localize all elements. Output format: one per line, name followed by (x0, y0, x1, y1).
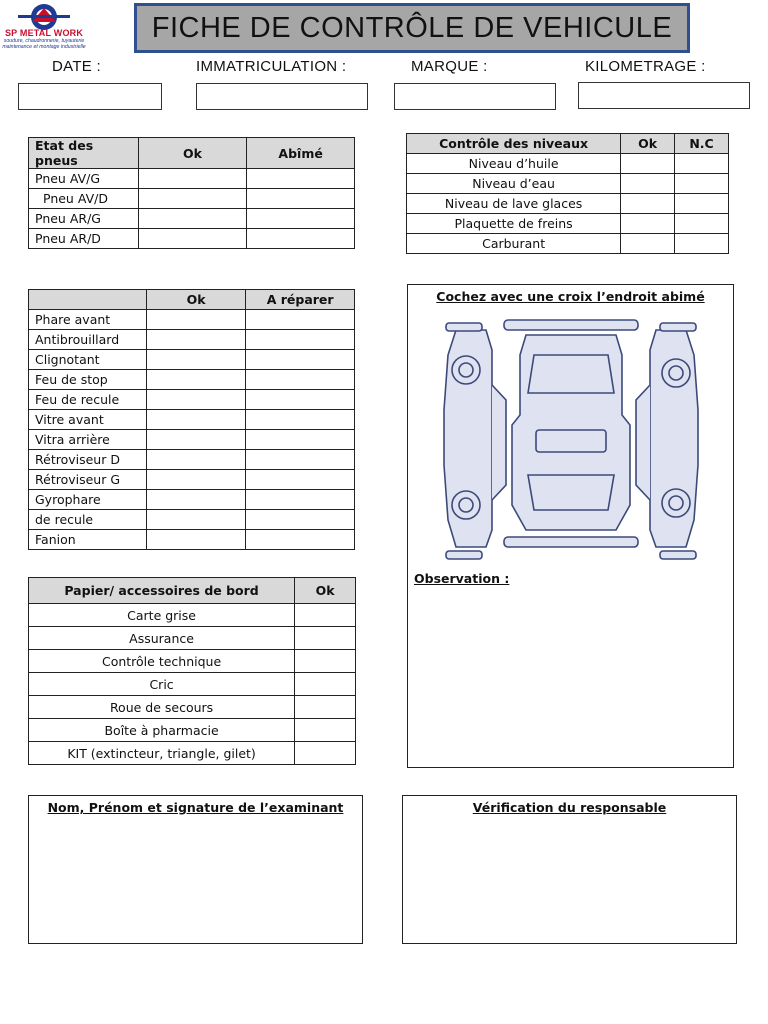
pneus-ok-cell[interactable] (138, 169, 247, 189)
observation-area[interactable] (414, 591, 726, 761)
eclairage-table (28, 289, 355, 550)
niveaux-header-label: Contrôle des niveaux (407, 134, 621, 154)
eclairage-ok-cell[interactable] (146, 450, 245, 470)
car-damage-diagram[interactable] (426, 315, 716, 565)
eclairage-row-label: Phare avant (29, 310, 147, 330)
eclairage-reparer-cell[interactable] (246, 370, 355, 390)
pneus-row-label: Pneu AV/G (29, 169, 139, 189)
niveaux-nc-cell[interactable] (675, 214, 729, 234)
papiers-ok-cell[interactable] (295, 742, 356, 765)
eclairage-ok-cell[interactable] (146, 490, 245, 510)
examinant-signature-box[interactable] (28, 795, 363, 944)
niveaux-nc-cell[interactable] (675, 194, 729, 214)
pneus-row-label: Pneu AR/G (29, 209, 139, 229)
papiers-row-label: Contrôle technique (29, 650, 295, 673)
eclairage-row-label: Clignotant (29, 350, 147, 370)
pneus-abime-cell[interactable] (247, 209, 355, 229)
logo-tagline: soudure, chaudronnerie, tuyauterie maintenance et montage industrielle (2, 38, 86, 50)
niveaux-row-label: Plaquette de freins (407, 214, 621, 234)
eclairage-reparer-cell[interactable] (246, 350, 355, 370)
eclairage-header-label (29, 290, 147, 310)
niveaux-ok-cell[interactable] (621, 214, 675, 234)
niveaux-nc-cell[interactable] (675, 174, 729, 194)
observation-label: Observation : (414, 571, 510, 586)
date-label: DATE : (52, 58, 102, 75)
immatriculation-label: IMMATRICULATION : (196, 58, 347, 75)
papiers-row-label: Roue de secours (29, 696, 295, 719)
niveaux-nc-cell[interactable] (675, 234, 729, 254)
papiers-ok-cell[interactable] (295, 650, 356, 673)
eclairage-ok-cell[interactable] (146, 530, 245, 550)
eclairage-row-label: Fanion (29, 530, 147, 550)
eclairage-row-label: Feu de stop (29, 370, 147, 390)
eclairage-reparer-cell[interactable] (246, 330, 355, 350)
marque-label: MARQUE : (411, 58, 488, 75)
niveaux-row-label: Carburant (407, 234, 621, 254)
papiers-row-label: KIT (extincteur, triangle, gilet) (29, 742, 295, 765)
eclairage-ok-cell[interactable] (146, 510, 245, 530)
eclairage-row-label: Antibrouillard (29, 330, 147, 350)
eclairage-ok-cell[interactable] (146, 470, 245, 490)
niveaux-header-nc: N.C (675, 134, 729, 154)
niveaux-nc-cell[interactable] (675, 154, 729, 174)
pneus-abime-cell[interactable] (247, 229, 355, 249)
kilometrage-field[interactable] (578, 82, 750, 109)
eclairage-row-label: Rétroviseur G (29, 470, 147, 490)
pneus-abime-cell[interactable] (247, 169, 355, 189)
eclairage-reparer-cell[interactable] (246, 470, 355, 490)
pneus-ok-cell[interactable] (138, 229, 247, 249)
eclairage-ok-cell[interactable] (146, 370, 245, 390)
niveaux-ok-cell[interactable] (621, 234, 675, 254)
eclairage-ok-cell[interactable] (146, 390, 245, 410)
papiers-ok-cell[interactable] (295, 673, 356, 696)
niveaux-table (406, 133, 729, 254)
pneus-table (28, 137, 355, 249)
pneus-header-abime: Abîmé (247, 138, 355, 169)
eclairage-reparer-cell[interactable] (246, 390, 355, 410)
papiers-table (28, 577, 356, 765)
niveaux-row-label: Niveau de lave glaces (407, 194, 621, 214)
immatriculation-field[interactable] (196, 83, 368, 110)
responsable-verification-title: Vérification du responsable (472, 800, 667, 815)
eclairage-ok-cell[interactable] (146, 350, 245, 370)
niveaux-row-label: Niveau d’huile (407, 154, 621, 174)
examinant-signature-title: Nom, Prénom et signature de l’examinant (47, 800, 344, 815)
pneus-ok-cell[interactable] (138, 189, 247, 209)
kilometrage-label: KILOMETRAGE : (585, 58, 706, 75)
papiers-row-label: Cric (29, 673, 295, 696)
eclairage-row-label: Rétroviseur D (29, 450, 147, 470)
page-title: FICHE DE CONTRÔLE DE VEHICULE (151, 11, 673, 44)
eclairage-header-reparer: A réparer (246, 290, 355, 310)
niveaux-row-label: Niveau d’eau (407, 174, 621, 194)
diagram-observation-box (407, 284, 734, 768)
eclairage-ok-cell[interactable] (146, 330, 245, 350)
eclairage-ok-cell[interactable] (146, 410, 245, 430)
eclairage-reparer-cell[interactable] (246, 510, 355, 530)
eclairage-reparer-cell[interactable] (246, 430, 355, 450)
niveaux-header-ok: Ok (621, 134, 675, 154)
eclairage-ok-cell[interactable] (146, 310, 245, 330)
eclairage-row-label: de recule (29, 510, 147, 530)
papiers-header-ok: Ok (295, 578, 356, 604)
eclairage-reparer-cell[interactable] (246, 310, 355, 330)
logo-company-name: SP METAL WORK (4, 28, 84, 38)
eclairage-reparer-cell[interactable] (246, 410, 355, 430)
eclairage-ok-cell[interactable] (146, 430, 245, 450)
niveaux-ok-cell[interactable] (621, 174, 675, 194)
niveaux-ok-cell[interactable] (621, 194, 675, 214)
papiers-row-label: Carte grise (29, 604, 295, 627)
pneus-abime-cell[interactable] (247, 189, 355, 209)
papiers-ok-cell[interactable] (295, 696, 356, 719)
papiers-ok-cell[interactable] (295, 719, 356, 742)
niveaux-ok-cell[interactable] (621, 154, 675, 174)
pneus-header-ok: Ok (138, 138, 247, 169)
eclairage-reparer-cell[interactable] (246, 530, 355, 550)
eclairage-header-ok: Ok (146, 290, 245, 310)
eclairage-row-label: Gyrophare (29, 490, 147, 510)
eclairage-row-label: Vitre avant (29, 410, 147, 430)
papiers-row-label: Assurance (29, 627, 295, 650)
pneus-ok-cell[interactable] (138, 209, 247, 229)
title-banner (134, 3, 690, 53)
eclairage-reparer-cell[interactable] (246, 490, 355, 510)
diagram-title: Cochez avec une croix l’endroit abimé (436, 289, 705, 304)
pneus-row-label: Pneu AV/D (29, 189, 139, 209)
company-logo (2, 2, 86, 54)
date-field[interactable] (18, 83, 162, 110)
eclairage-row-label: Vitra arrière (29, 430, 147, 450)
papiers-header-label: Papier/ accessoires de bord (29, 578, 295, 604)
responsable-verification-box[interactable] (402, 795, 737, 944)
papiers-ok-cell[interactable] (295, 627, 356, 650)
papiers-row-label: Boîte à pharmacie (29, 719, 295, 742)
pneus-row-label: Pneu AR/D (29, 229, 139, 249)
papiers-ok-cell[interactable] (295, 604, 356, 627)
eclairage-reparer-cell[interactable] (246, 450, 355, 470)
marque-field[interactable] (394, 83, 556, 110)
pneus-header-label: Etat des pneus (29, 138, 139, 169)
eclairage-row-label: Feu de recule (29, 390, 147, 410)
